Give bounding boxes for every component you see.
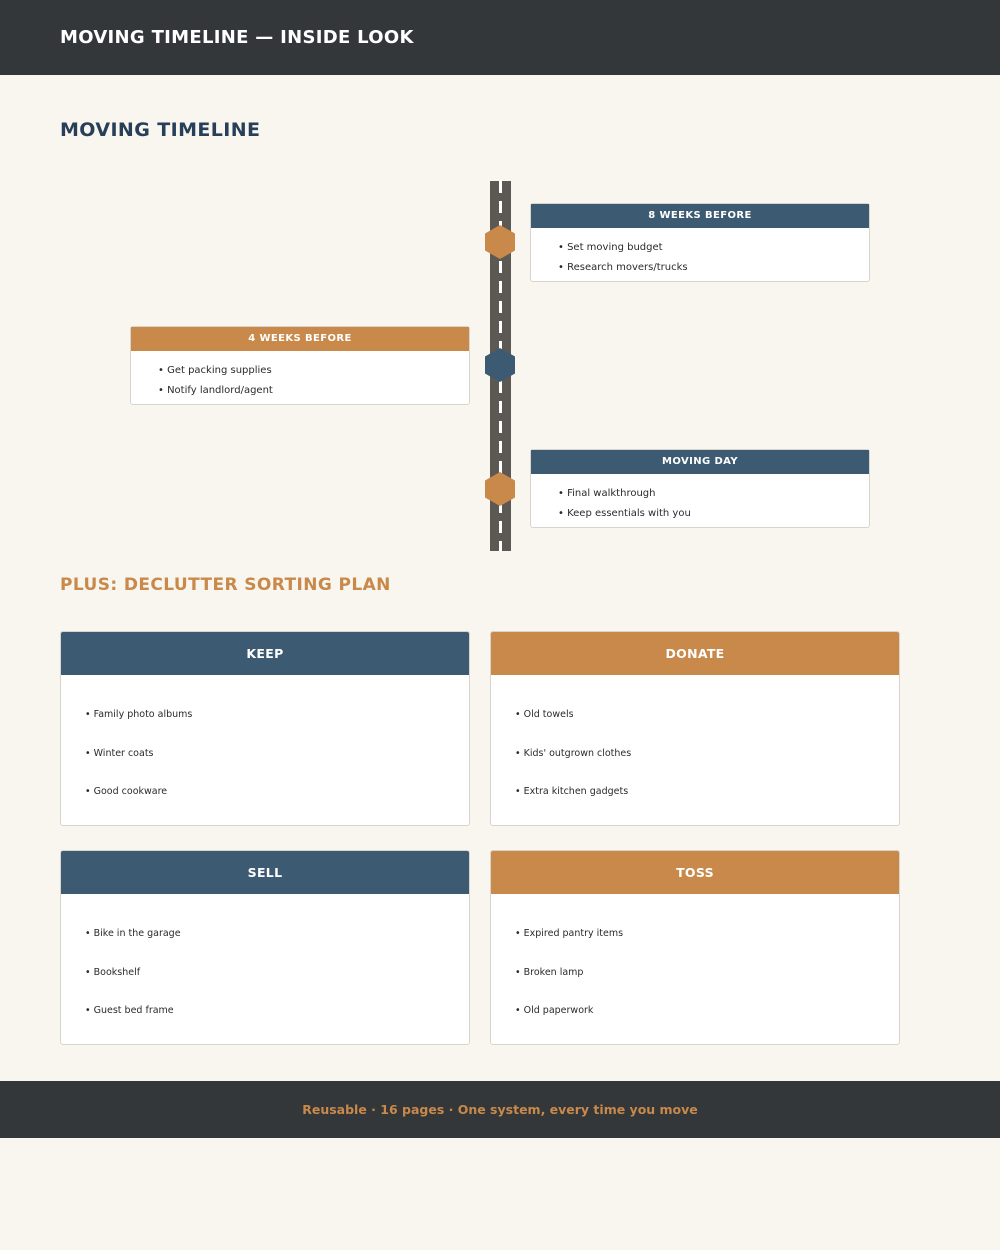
list-item: • Winter coats bbox=[85, 747, 154, 759]
list-item: • Keep essentials with you bbox=[558, 508, 691, 519]
category-list bbox=[61, 894, 469, 1031]
timeline-card-header: 8 WEEKS BEFORE bbox=[531, 204, 869, 228]
list-item: • Bookshelf bbox=[85, 966, 141, 978]
category-header: SELL bbox=[61, 851, 469, 894]
list-item: • Expired pantry items bbox=[515, 928, 624, 939]
category-list bbox=[491, 675, 899, 812]
category-card-toss bbox=[490, 850, 900, 1045]
timeline-card-header: MOVING DAY bbox=[531, 450, 869, 474]
header-bar bbox=[0, 0, 1000, 75]
timeline-card bbox=[530, 449, 870, 528]
list-item: • Get packing supplies bbox=[158, 365, 272, 376]
list-item: • Notify landlord/agent bbox=[158, 385, 273, 396]
list-item: • Set moving budget bbox=[558, 242, 663, 253]
list-item: • Research movers/trucks bbox=[558, 262, 688, 273]
category-header: TOSS bbox=[491, 851, 899, 894]
timeline-card-list bbox=[531, 474, 869, 524]
list-item: • Family photo albums bbox=[85, 709, 193, 720]
timeline-card bbox=[130, 326, 470, 405]
category-card-donate bbox=[490, 631, 900, 826]
category-card-keep bbox=[60, 631, 470, 826]
category-header: KEEP bbox=[61, 632, 469, 675]
list-item: • Final walkthrough bbox=[558, 488, 656, 499]
list-item: • Good cookware bbox=[85, 786, 168, 798]
page-header-title: MOVING TIMELINE — INSIDE LOOK bbox=[60, 27, 414, 48]
list-item: • Guest bed frame bbox=[85, 1005, 174, 1017]
list-item: • Extra kitchen gadgets bbox=[515, 786, 629, 798]
footer-text: Reusable · 16 pages · One system, every time you move bbox=[302, 1102, 698, 1117]
category-header: DONATE bbox=[491, 632, 899, 675]
category-card-sell bbox=[60, 850, 470, 1045]
footer-bar bbox=[0, 1081, 1000, 1138]
timeline-title: MOVING TIMELINE bbox=[60, 119, 261, 141]
list-item: • Old towels bbox=[515, 709, 574, 720]
category-list bbox=[61, 675, 469, 812]
timeline-card-list bbox=[131, 351, 469, 401]
timeline-card-header: 4 WEEKS BEFORE bbox=[131, 327, 469, 351]
list-item: • Broken lamp bbox=[515, 966, 584, 978]
timeline-card-list bbox=[531, 228, 869, 278]
category-list bbox=[491, 894, 899, 1031]
timeline-card bbox=[530, 203, 870, 282]
list-item: • Bike in the garage bbox=[85, 928, 181, 939]
list-item: • Kids' outgrown clothes bbox=[515, 747, 632, 759]
list-item: • Old paperwork bbox=[515, 1005, 594, 1017]
declutter-title: PLUS: DECLUTTER SORTING PLAN bbox=[60, 575, 391, 595]
